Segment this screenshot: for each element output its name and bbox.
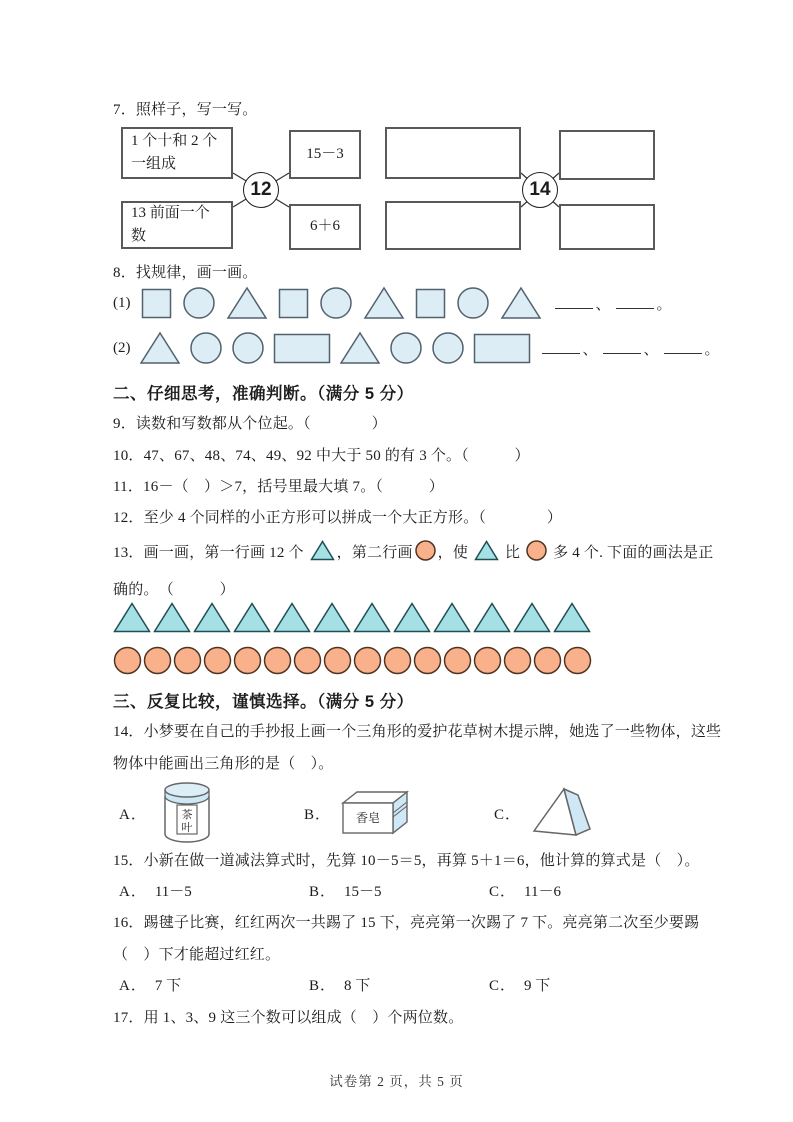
cir13-shape (563, 646, 592, 675)
cir13-shape (413, 646, 442, 675)
question-number: 8． (113, 265, 136, 281)
cir-inline-shape (526, 540, 547, 561)
question-8-title (113, 261, 258, 282)
question-text: 读数和写数都从个位起。（ ） (135, 416, 387, 432)
question-number: 7． (113, 102, 136, 118)
option-text: 11－5 (154, 884, 192, 900)
answer-blank[interactable] (555, 293, 593, 309)
q13-triangle-row (113, 602, 591, 633)
question-15 (113, 849, 700, 870)
option-label: B． (304, 806, 332, 823)
question-13-line-1 (113, 540, 713, 562)
tri13-shape (553, 602, 591, 633)
text-segment: 13．画一画，第一行画 12 个 (113, 545, 308, 561)
q7-blank-center-circle (522, 172, 558, 208)
shape-sequence (141, 286, 542, 320)
text-segment: 比 (501, 545, 525, 561)
q16-options (119, 974, 685, 995)
option-label: A． (119, 884, 147, 900)
q14-options (119, 778, 685, 848)
triangle-shape (139, 331, 181, 365)
row-label: (2) (113, 339, 131, 356)
q7-answer-box-bottom-right[interactable] (559, 204, 655, 250)
separator: 、 (643, 342, 659, 358)
answer-blank[interactable] (542, 338, 580, 354)
cir13-shape (353, 646, 382, 675)
answer-blank[interactable] (664, 338, 702, 354)
q7-example-box-bottom-right (289, 204, 361, 250)
tri13-shape (273, 602, 311, 633)
q16-option-b[interactable] (309, 974, 489, 995)
question-number: 16． (113, 915, 144, 931)
q15-options (119, 880, 685, 901)
tea-label-char-2: 叶 (181, 822, 193, 834)
tri13-shape (513, 602, 551, 633)
question-12 (113, 506, 562, 527)
option-text: 15－5 (344, 884, 382, 900)
triangle-shape (363, 286, 405, 320)
tri13-shape (113, 602, 151, 633)
q16-option-c[interactable] (489, 974, 685, 995)
question-text: 照样子，写一写。 (135, 102, 258, 118)
circle-shape (389, 331, 423, 365)
question-14-line-1 (113, 720, 721, 741)
q7-example-center-circle (243, 172, 279, 208)
square-shape (278, 288, 309, 319)
tri13-shape (313, 602, 351, 633)
option-label: C． (489, 978, 517, 994)
question-number: 14． (113, 724, 144, 740)
separator: 。 (704, 342, 720, 358)
question-7-title (113, 98, 258, 119)
cir13-shape (263, 646, 292, 675)
option-label: C． (494, 806, 522, 823)
triangle-shape (339, 331, 381, 365)
question-number: 11． (113, 479, 144, 495)
question-text: 小梦要在自己的手抄报上画一个三角形的爱护花草树木提示牌，她选了一些物体，这些 (143, 724, 722, 740)
tri-inline-shape (310, 540, 335, 561)
question-16-line-1 (113, 911, 699, 932)
center-number: 14 (529, 179, 551, 200)
question-13-line-2: 确的。 （ ） (113, 582, 235, 598)
question-number: 17． (113, 1010, 144, 1026)
text-segment: 多 4 个. 下面的画法是正 (549, 545, 714, 561)
cir13-shape (233, 646, 262, 675)
option-label: A． (119, 978, 147, 994)
center-number: 12 (250, 179, 272, 200)
question-number: 10． (113, 448, 144, 464)
question-number: 15． (113, 853, 144, 869)
q7-answer-box-top-right[interactable] (559, 130, 655, 180)
question-text: 用 1、3、9 这三个数可以组成（ ）个两位数。 (143, 1010, 464, 1026)
circle-shape (319, 286, 353, 320)
option-label: C． (489, 884, 517, 900)
tri13-shape (193, 602, 231, 633)
circle-shape (189, 331, 223, 365)
cir13-shape (113, 646, 142, 675)
q7-answer-box-bottom-left[interactable] (385, 201, 521, 250)
option-text: 8 下 (344, 978, 371, 994)
box-text: 15－3 (306, 145, 344, 162)
q8-pattern-row-1 (113, 286, 685, 320)
option-text: 7 下 (154, 978, 182, 994)
circle-shape (231, 331, 265, 365)
cir13-shape (533, 646, 562, 675)
question-9 (113, 412, 387, 433)
square-shape (141, 288, 172, 319)
circle-shape (182, 286, 216, 320)
question-10 (113, 444, 530, 465)
tri13-shape (433, 602, 471, 633)
question-text: 找规律，画一画。 (135, 265, 258, 281)
separator: 。 (656, 297, 672, 313)
q7-example-box-bottom-left (121, 201, 233, 249)
answer-blank[interactable] (616, 293, 654, 309)
q14-option-b[interactable] (304, 778, 494, 848)
square-shape (415, 288, 446, 319)
text-segment: ，第二行画 (336, 545, 413, 561)
triangle-shape (226, 286, 268, 320)
box-text: 6＋6 (309, 218, 340, 235)
triangle-shape (500, 286, 542, 320)
q16-option-a[interactable] (119, 974, 309, 995)
shape-sequence (139, 331, 531, 365)
section-2-header: 二、仔细思考，准确判断。（满分 5 分） (113, 385, 414, 403)
question-number: 9． (113, 416, 136, 432)
q14-option-c[interactable] (494, 778, 685, 848)
answer-blanks (552, 293, 672, 313)
cir13-shape (443, 646, 472, 675)
cir13-shape (503, 646, 532, 675)
box-text: 13 前面一个数 (131, 204, 210, 244)
box-text: 1 个十和 2 个一组成 (131, 132, 218, 172)
option-text: 11－6 (524, 884, 561, 900)
cir13-shape (473, 646, 502, 675)
q7-answer-box-top-left[interactable] (385, 127, 521, 179)
question-number: 12． (113, 510, 144, 526)
answer-blank[interactable] (603, 338, 641, 354)
question-17 (113, 1006, 463, 1027)
tri13-shape (353, 602, 391, 633)
page-content (113, 0, 722, 1122)
cir13-shape (203, 646, 232, 675)
soap-box-image (339, 786, 415, 840)
section-3-header: 三、反复比较，谨慎选择。（满分 5 分） (113, 693, 414, 711)
separator: 、 (595, 297, 611, 313)
q13-circle-row (113, 646, 592, 675)
option-text: 9 下 (524, 978, 551, 994)
tea-label-char-1: 茶 (181, 809, 193, 821)
q15-option-c[interactable] (489, 880, 685, 901)
question-14-line-2: 物体中能画出三角形的是（ ）。 (113, 756, 334, 772)
question-text: 踢毽子比赛，红红两次一共踢了 15 下，亮亮第一次踢了 7 下。亮亮第二次至少要踢 (143, 915, 700, 931)
answer-blanks (539, 338, 720, 358)
cir13-shape (143, 646, 172, 675)
row-label: (1) (113, 294, 131, 311)
tea-canister-image (155, 778, 219, 848)
question-text: 至少 4 个同样的小正方形可以拼成一个大正方形。（ ） (143, 510, 563, 526)
q7-example-box-top-right (289, 130, 361, 179)
cir-inline-shape (415, 540, 436, 561)
triangular-prism-image (529, 782, 597, 844)
option-label: A． (119, 806, 147, 823)
option-label: B． (309, 884, 337, 900)
q7-number-web-diagram (113, 127, 685, 255)
rectangle-shape (473, 333, 531, 364)
q7-example-box-top-left (121, 127, 233, 179)
q8-pattern-row-2 (113, 331, 720, 365)
question-11 (113, 475, 444, 496)
q15-option-b[interactable] (309, 880, 489, 901)
question-text: 47、67、48、74、49、92 中大于 50 的有 3 个。（ ） (143, 448, 530, 464)
tri13-shape (393, 602, 431, 633)
cir13-shape (293, 646, 322, 675)
q15-option-a[interactable] (119, 880, 309, 901)
option-label: B． (309, 978, 337, 994)
cir13-shape (323, 646, 352, 675)
question-text: 16－（ ）＞7，括号里最大填 7。（ ） (143, 479, 444, 495)
q14-option-a[interactable] (119, 778, 304, 848)
tri13-shape (473, 602, 511, 633)
tri-inline-shape (474, 540, 499, 561)
cir13-shape (173, 646, 202, 675)
tri13-shape (153, 602, 191, 633)
circle-shape (456, 286, 490, 320)
text-segment: ，使 (437, 545, 473, 561)
cir13-shape (383, 646, 412, 675)
tri13-shape (233, 602, 271, 633)
page-footer: 试卷第 2 页，共 5 页 (329, 1074, 464, 1089)
circle-shape (431, 331, 465, 365)
question-text: 小新在做一道减法算式时，先算 10－5＝5，再算 5＋1＝6，他计算的算式是（ ）。 (143, 853, 700, 869)
separator: 、 (582, 342, 598, 358)
soap-label: 香皂 (356, 811, 381, 825)
question-16-line-2: （ ）下才能超过红红。 (113, 947, 281, 963)
rectangle-shape (273, 333, 331, 364)
